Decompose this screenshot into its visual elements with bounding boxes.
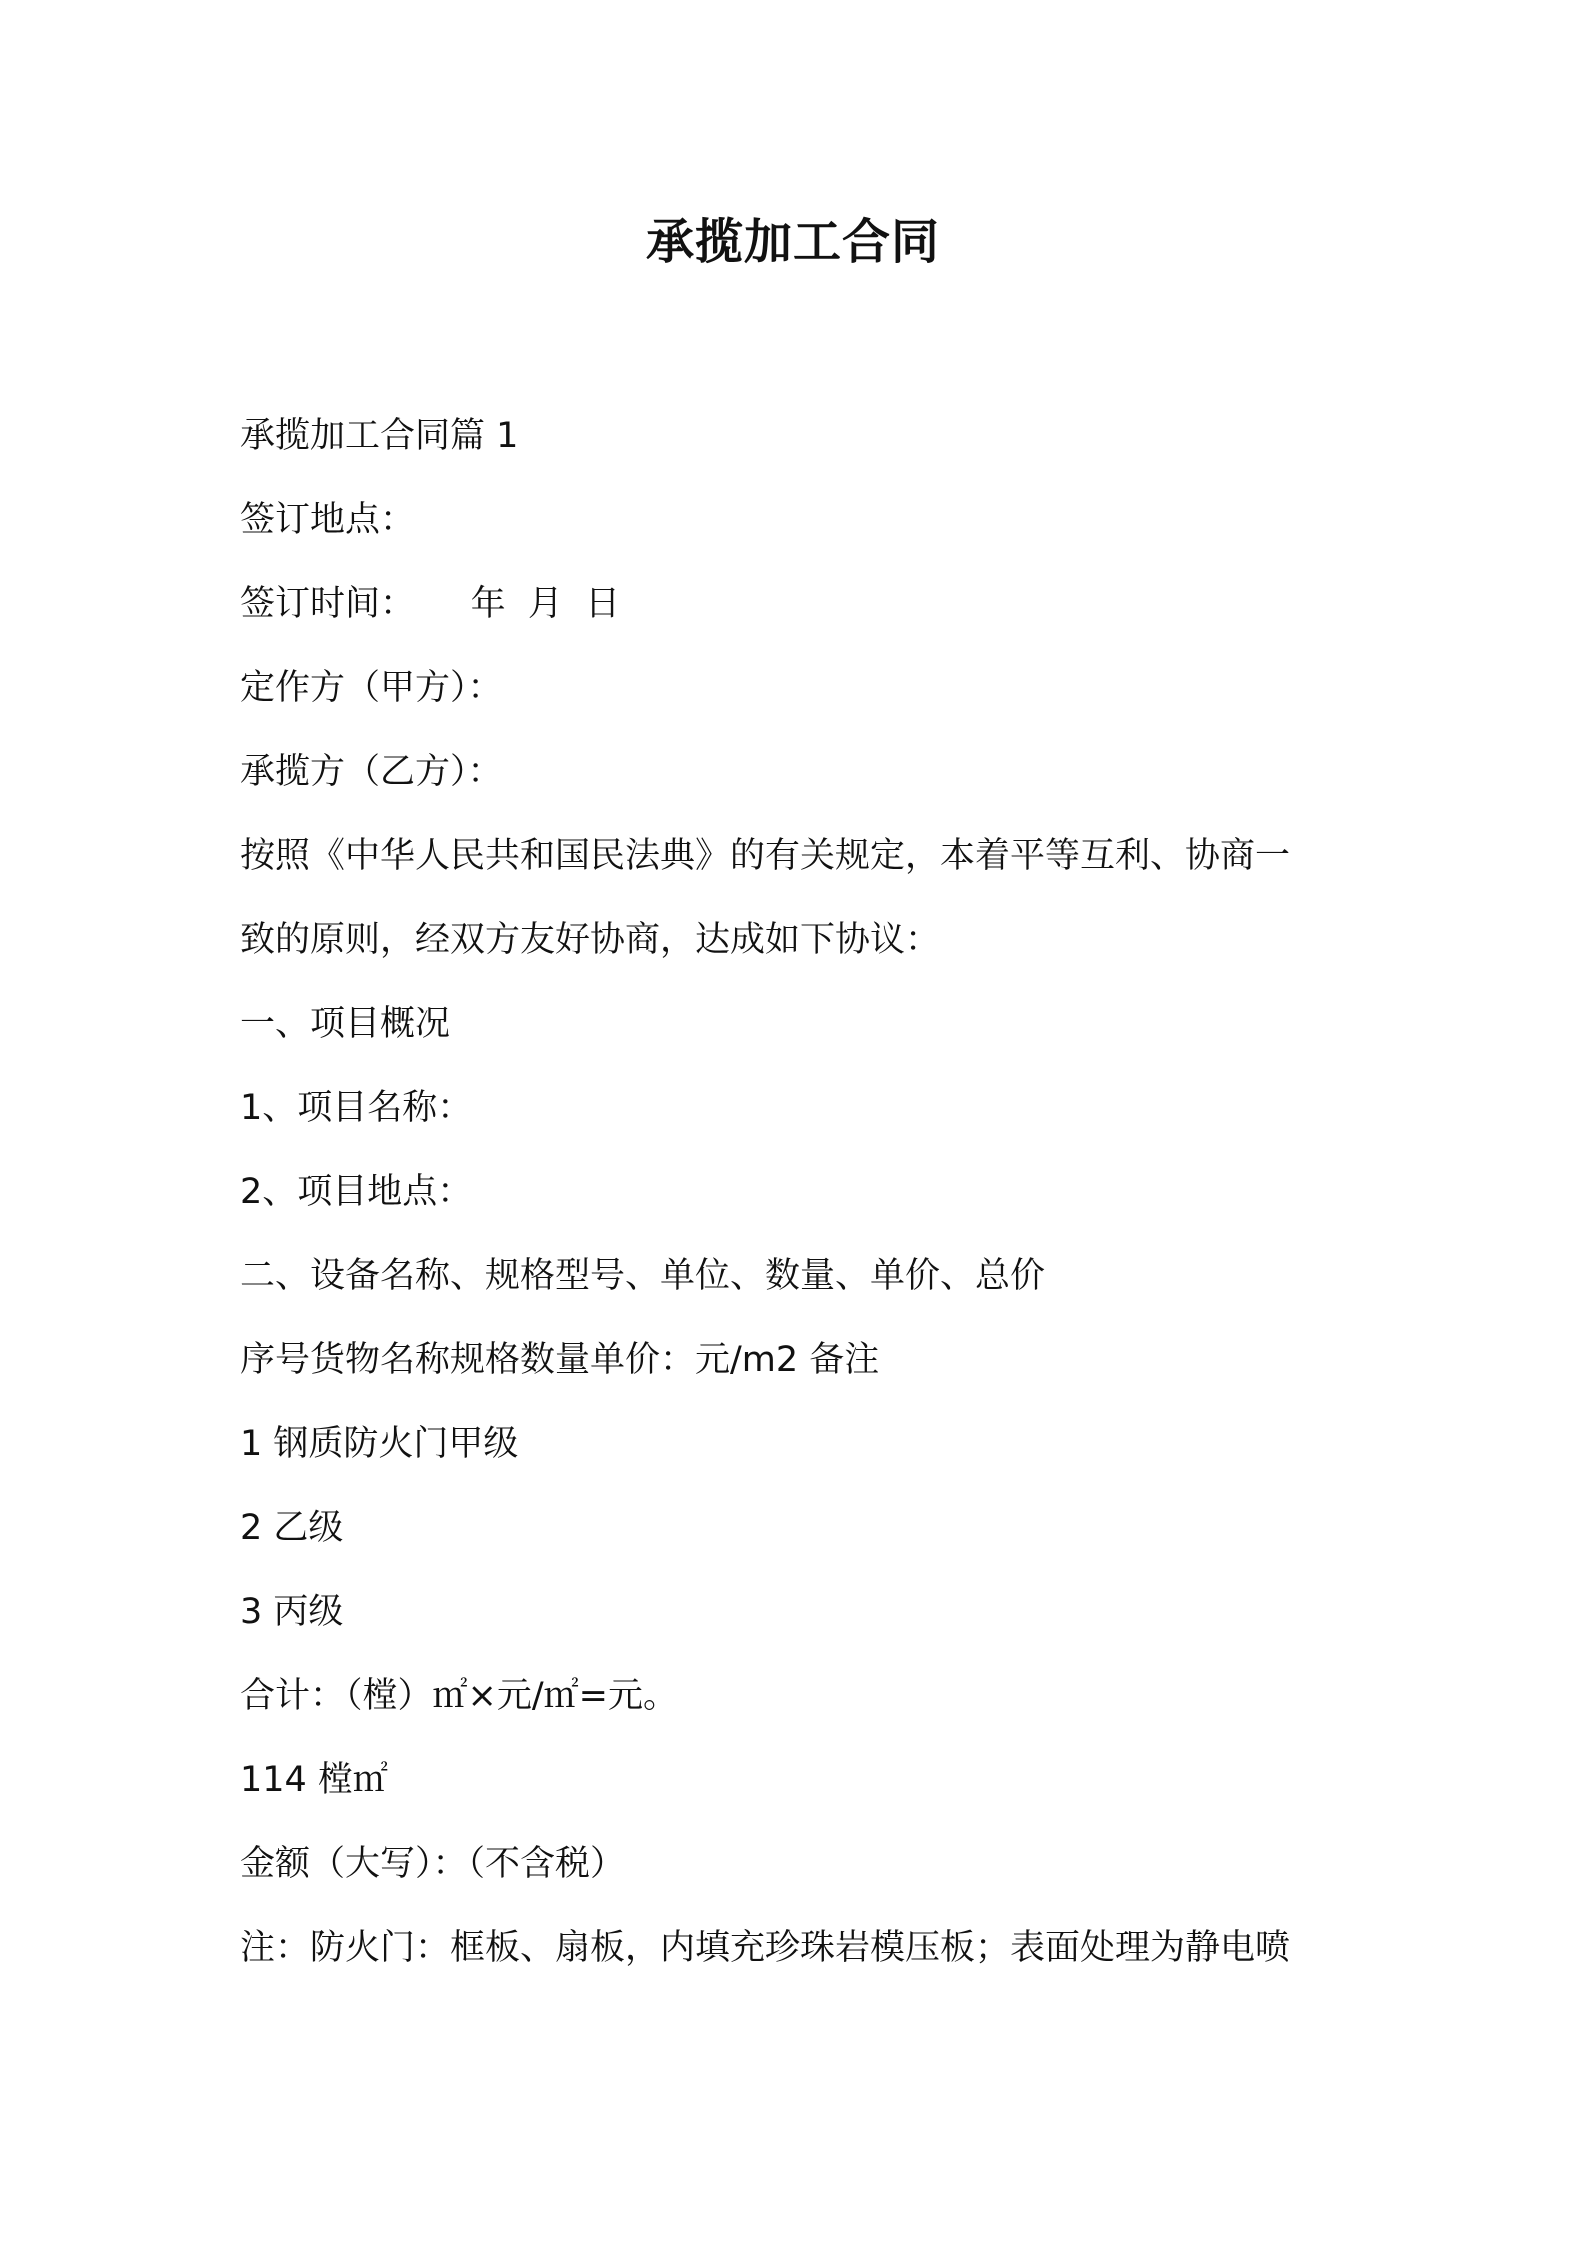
project-location-line: 2、项目地点： xyxy=(240,1172,473,1212)
project-name-line: 1、项目名称： xyxy=(240,1088,473,1128)
note-line: 注：防火门：框板、扇板，内填充珍珠岩模压板；表面处理为静电喷 xyxy=(240,1928,1291,1968)
preamble-line: 按照《中华人民共和国民法典》的有关规定，本着平等互利、协商一 xyxy=(240,836,1291,876)
table-row-line: 3 丙级 xyxy=(240,1592,344,1632)
clause-heading: 一、项目概况 xyxy=(240,1004,451,1044)
document-body xyxy=(240,404,1360,2000)
party-a-line: 定作方（甲方）： xyxy=(240,668,503,708)
quantity-line: 114 樘㎡ xyxy=(240,1760,388,1800)
document-title: 承揽加工合同 xyxy=(645,214,940,270)
party-b-line: 承揽方（乙方）： xyxy=(240,752,503,792)
table-row-line: 2 乙级 xyxy=(240,1508,344,1548)
table-row-line: 1 钢质防火门甲级 xyxy=(240,1424,519,1464)
table-header-line: 序号货物名称规格数量单价：元/m2 备注 xyxy=(240,1340,880,1380)
amount-line: 金额（大写）：（不含税） xyxy=(240,1844,626,1884)
section-heading: 承揽加工合同篇 1 xyxy=(240,416,519,456)
signing-date-line: 签订时间： 年 月 日 xyxy=(240,584,621,624)
clause-heading: 二、设备名称、规格型号、单位、数量、单价、总价 xyxy=(240,1256,1046,1296)
total-line: 合计：（樘）㎡×元/㎡=元。 xyxy=(240,1676,678,1716)
preamble-line: 致的原则，经双方友好协商，达成如下协议： xyxy=(240,920,941,960)
signing-place-line: 签订地点： xyxy=(240,500,416,540)
